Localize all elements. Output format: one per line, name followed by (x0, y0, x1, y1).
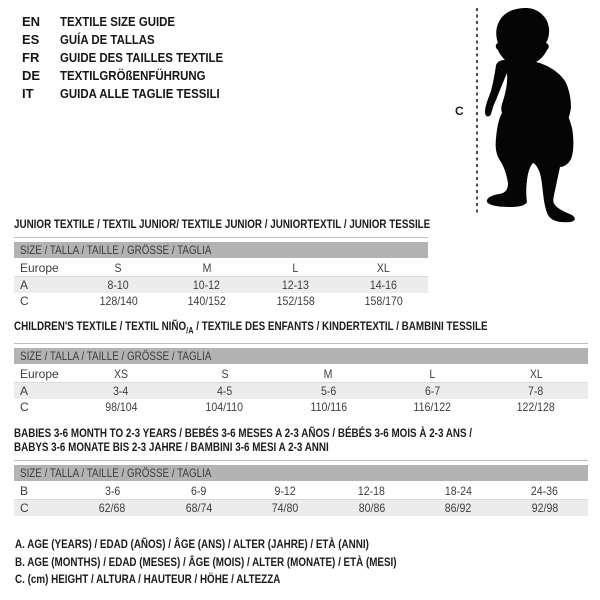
row-label: C (20, 294, 29, 308)
cell-value: S (114, 261, 122, 275)
junior-textile-table (14, 217, 431, 309)
cell-value: 86/92 (445, 501, 472, 515)
cell-value: 3-4 (113, 384, 129, 399)
table-cell (415, 501, 502, 515)
cell-value: 9-12 (274, 484, 296, 498)
table (14, 237, 428, 309)
table-cell (484, 384, 588, 398)
table-cell (163, 278, 252, 292)
cell-value: 8-10 (107, 278, 129, 292)
table-cell (156, 501, 243, 515)
table-cell (69, 501, 156, 515)
cell-value: 12-18 (358, 484, 386, 498)
language-code: FR (22, 49, 40, 65)
legend-line (15, 554, 480, 572)
height-label: C (455, 104, 464, 118)
table-cell (173, 367, 277, 381)
height-dashed-line (476, 8, 478, 215)
table-cell (173, 400, 277, 414)
cell-value: 18-24 (444, 484, 472, 498)
table-cell (415, 484, 502, 498)
cell-value: 24-36 (531, 484, 559, 498)
cell-value: 10-12 (193, 278, 221, 292)
table-cell (484, 400, 588, 414)
cell-value: XL (377, 261, 391, 275)
table-cell (251, 294, 340, 308)
cell-value: 3-6 (104, 484, 120, 498)
cell-value: XL (529, 367, 543, 382)
table-row (14, 383, 588, 399)
table-cell (502, 484, 589, 498)
table-cell (163, 294, 252, 308)
language-code: ES (22, 31, 40, 47)
table-title-line (14, 426, 588, 440)
cell-value: 122/128 (516, 400, 556, 415)
cell-value: 98/104 (104, 400, 138, 415)
language-label: GUIDE DES TAILLES TEXTILE (60, 49, 224, 65)
table-row (14, 293, 428, 309)
table-cell (329, 501, 416, 515)
table-cell (242, 501, 329, 515)
table-title-text: BABIES 3-6 MONTH TO 2-3 YEARS / BEBÉS 3-6 MESES A 2-3 AÑOS / BÉBÉS 3-6 MOIS À 2-3 ANS / (14, 426, 473, 440)
table-title-text: BABYS 3-6 MONATE BIS 2-3 JAHRE / BAMBINI 3-6 MESI A 2-3 ANNI (14, 440, 329, 454)
cell-value: XS (113, 367, 128, 382)
cell-value: 62/68 (99, 501, 126, 515)
table-cell (277, 384, 381, 398)
row-label: C (20, 400, 29, 415)
table-cell (502, 501, 589, 515)
table-cell (380, 384, 484, 398)
childrens-textile-table (14, 319, 588, 415)
table-cell (69, 484, 156, 498)
table-cell (74, 261, 163, 275)
cell-value: L (429, 367, 436, 382)
cell-value: 116/122 (413, 400, 451, 415)
table-cell (163, 261, 252, 275)
table-cell (74, 278, 163, 292)
cell-value: 80/86 (358, 501, 385, 515)
table-cell (251, 261, 340, 275)
cell-value: L (292, 261, 299, 275)
cell-value: 74/80 (272, 501, 299, 515)
cell-value: 6-9 (191, 484, 207, 498)
table-cell (484, 367, 588, 381)
row-label: A (20, 384, 29, 399)
table-title-line (14, 217, 431, 231)
table-cell (69, 384, 173, 398)
table-row (14, 483, 588, 500)
table (14, 343, 588, 415)
legend-text: B. AGE (MONTHS) / EDAD (MESES) / ÂGE (MOIS) / ALTER (MONATE) / ETÀ (MESI) (15, 554, 397, 569)
table-cell (277, 367, 381, 381)
babies-textile-table (14, 426, 588, 516)
table-title (14, 426, 588, 454)
table-row (14, 277, 428, 293)
cell-value: 104/110 (205, 400, 244, 415)
language-label: GUIDA ALLE TAGLIE TESSILI (60, 85, 220, 101)
table (14, 460, 588, 516)
language-label: GUÍA DE TALLAS (60, 31, 155, 47)
baby-silhouette-icon (482, 6, 598, 224)
table-cell (69, 400, 173, 414)
cell-value: 68/74 (185, 501, 212, 515)
table-row (14, 366, 588, 383)
legend-text: C. (cm) HEIGHT / ALTURA / HAUTEUR / HÖHE / ALTEZZA (15, 572, 281, 586)
table-title (14, 319, 588, 337)
table-cell (242, 484, 329, 498)
table-title-text: CHILDREN'S TEXTILE / TEXTIL $NIÑO_{/A}$ / TEXTILE DES ENFANTS / KINDERTEXTIL / BAMBINI TESSILE (14, 319, 488, 336)
table-cell (340, 261, 429, 275)
table-title-text: JUNIOR TEXTILE / TEXTIL JUNIOR/ TEXTILE JUNIOR / JUNIORTEXTIL / JUNIOR TESSILE (14, 217, 431, 231)
row-label: A (20, 278, 29, 292)
cell-value: 6-7 (424, 384, 440, 399)
cell-value: 152/158 (276, 294, 315, 308)
table-cell (380, 367, 484, 381)
table-title (14, 217, 431, 231)
cell-value: 110/116 (310, 400, 347, 415)
table-cell (74, 294, 163, 308)
table-cell (340, 278, 429, 292)
legend-line (15, 536, 480, 554)
cell-value: S (221, 367, 229, 382)
cell-value: 158/170 (364, 294, 403, 308)
table-cell (277, 400, 381, 414)
cell-value: 140/152 (187, 294, 226, 308)
cell-value: 7-8 (528, 384, 544, 399)
table-row (14, 500, 588, 516)
table-cell (173, 384, 277, 398)
abc-legend (15, 536, 480, 589)
table-cell (380, 400, 484, 414)
row-label: C (20, 501, 29, 515)
table-cell (69, 367, 173, 381)
legend-line (15, 571, 480, 589)
language-code: EN (22, 13, 41, 29)
row-label: B (20, 484, 29, 498)
language-code: DE (22, 67, 41, 83)
language-label: TEXTILE SIZE GUIDE (60, 13, 176, 29)
table-cell (156, 484, 243, 498)
language-label: TEXTILGRÖßENFÜHRUNG (60, 67, 206, 83)
cell-value: 128/140 (99, 294, 138, 308)
size-header-bar: SIZE / TALLA / TAILLE / GRÖSSE / TAGLIA (14, 242, 428, 258)
cell-value: 92/98 (531, 501, 558, 515)
table-title-line (14, 440, 588, 454)
legend-text: A. AGE (YEARS) / EDAD (AÑOS) / ÂGE (ANS) / ALTER (JAHRE) / ETÀ (ANNI) (15, 537, 369, 551)
table-title-line (14, 319, 588, 337)
table-cell (329, 484, 416, 498)
cell-value: 4-5 (217, 384, 233, 399)
row-label: Europe (20, 367, 59, 382)
table-cell (251, 278, 340, 292)
table-row (14, 260, 428, 277)
row-label: Europe (20, 261, 59, 275)
cell-value: 14-16 (370, 278, 398, 292)
cell-value: 12-13 (281, 278, 309, 292)
subscript: /A (186, 325, 194, 336)
size-header-bar: SIZE / TALLA / TAILLE / GRÖSSE / TAGLIA (14, 465, 588, 481)
cell-value: M (202, 261, 212, 275)
table-row (14, 399, 588, 415)
size-header-bar: SIZE / TALLA / TAILLE / GRÖSSE / TAGLIA (14, 348, 588, 364)
cell-value: M (324, 367, 333, 382)
height-figure (0, 0, 600, 230)
table-cell (340, 294, 429, 308)
language-code: IT (22, 85, 34, 101)
cell-value: 5-6 (320, 384, 337, 399)
